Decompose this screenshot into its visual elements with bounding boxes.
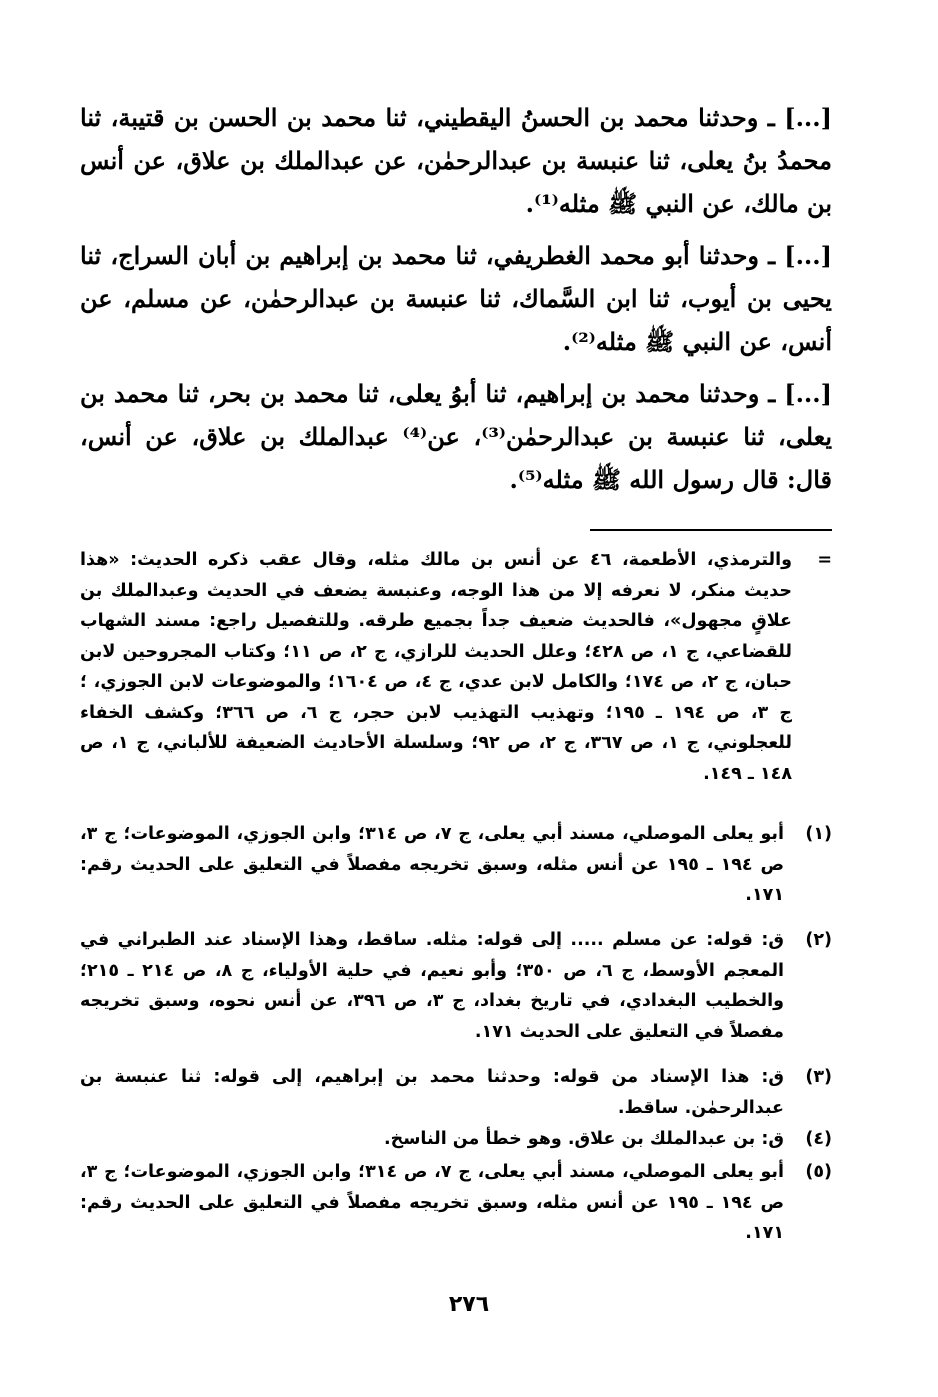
footnote-3 — [80, 1062, 832, 1123]
main-paragraph-2: [...] ـ وحدثنا أبو محمد الغطريفي، ثنا محمد بن إبراهيم بن أبان السراج، ثنا يحيى بن أيوب، ثنا ابن السَّماك، ثنا عنبسة بن عبدالرحمٰن، عن مسلم، عن أنس، عن النبي ﷺ مثله⁽²⁾. — [80, 241, 832, 356]
main-paragraph-3: [...] ـ وحدثنا محمد بن إبراهيم، ثنا أبوُ يعلى، ثنا محمد بن بحر، ثنا محمد بن يعلى، ثنا عنبسة بن عبدالرحمٰن⁽³⁾، عن⁽⁴⁾ عبدالملك بن علاق، عن أنس، قال: قال رسول الله ﷺ مثله⁽⁵⁾. — [80, 379, 832, 494]
footnote-5 — [80, 1157, 832, 1249]
footnote-number: (٢) — [805, 930, 832, 950]
footnote-number: (٤) — [805, 1129, 832, 1149]
footnote-2 — [80, 925, 832, 1047]
footnote-continuation-marker: = — [817, 550, 832, 570]
footnote-continuation: والترمذي، الأطعمة، ٤٦ عن أنس بن مالك مثله، وقال عقب ذكره الحديث: «هذا حديث منكر، لا نعرفه إلا من هذا الوجه، وعنبسة يضعف في الحديث وعبدالملك بن علاقٍ مجهول»، فالحديث ضعيف جداً بجميع طرقه. وللتفصيل راجع: مسند الشهاب للقضاعي، ج ١، ص ٤٢٨؛ وعلل الحديث للرازي، ج ٢، ص ١١؛ وكتاب المجروحين لابن حبان، ج ٢، ص ١٧٤؛ والكامل لابن عدي، ج ٤، ص ١٦٠٤؛ والموضوعات لابن الجوزي، ؛ ج ٣، ص ١٩٤ ـ ١٩٥؛ وتهذيب التهذيب لابن حجر، ج ٦، ص ٣٦٦؛ وكشف الخفاء للعجلوني، ج ١، ص ٣٦٧، ج ٢، ص ٩٢؛ وسلسلة الأحاديث الضعيفة للألباني، ج ١، ص ١٤٨ ـ ١٤٩. — [80, 550, 793, 784]
footnote-number: (١) — [805, 824, 832, 844]
main-paragraph-1: [...] ـ وحدثنا محمد بن الحسنُ اليقطيني، ثنا محمد بن الحسن بن قتيبة، ثنا محمدُ بنُ يعلى، ثنا عنبسة بن عبدالرحمٰن، عن عبدالملك بن علاق، عن أنس بن مالك، عن النبي ﷺ مثله⁽¹⁾. — [80, 103, 832, 218]
footnote-separator — [590, 529, 832, 531]
footnote-text: أبو يعلى الموصلي، مسند أبي يعلى، ج ٧، ص ٣١٤؛ وابن الجوزي، الموضوعات؛ ج ٣، ص ١٩٤ ـ ١٩٥ عن أنس مثله، وسبق تخريجه مفصلاً في التعليق على الحديث رقم: ١٧١. — [80, 1162, 784, 1243]
footnote-text: ق: هذا الإسناد من قوله: وحدثنا محمد بن إبراهيم، إلى قوله: ثنا عنبسة بن عبدالرحمٰن. ساقط. — [80, 1067, 784, 1118]
footnote-text: ق: بن عبدالملك بن علاق. وهو خطأ من الناسخ. — [383, 1129, 784, 1149]
footnote-4 — [80, 1124, 832, 1155]
footnote-text: أبو يعلى الموصلي، مسند أبي يعلى، ج ٧، ص ٣١٤؛ وابن الجوزي، الموضوعات؛ ج ٣، ص ١٩٤ ـ ١٩٥ عن أنس مثله، وسبق تخريجه مفصلاً في التعليق على الحديث رقم: ١٧١. — [80, 824, 784, 905]
footnote-text: ق: قوله: عن مسلم ..... إلى قوله: مثله. ساقط، وهذا الإسناد عند الطبراني في المعجم الأوسط، ج ٦، ص ٣٥٠؛ وأبو نعيم، في حلية الأولياء، ج ٨، ص ٢١٤ ـ ٢١٥؛ والخطيب البغدادي، في تاريخ بغداد، ج ٣، ص ٣٩٦، عن أنس نحوه، وسبق تخريجه مفصلاً في التعليق على الحديث ١٧١. — [80, 930, 785, 1042]
footnote-number: (٥) — [805, 1162, 832, 1182]
page-number: ٢٧٦ — [448, 1292, 490, 1317]
footnote-number: (٣) — [805, 1067, 832, 1087]
footnote-1 — [80, 819, 832, 911]
